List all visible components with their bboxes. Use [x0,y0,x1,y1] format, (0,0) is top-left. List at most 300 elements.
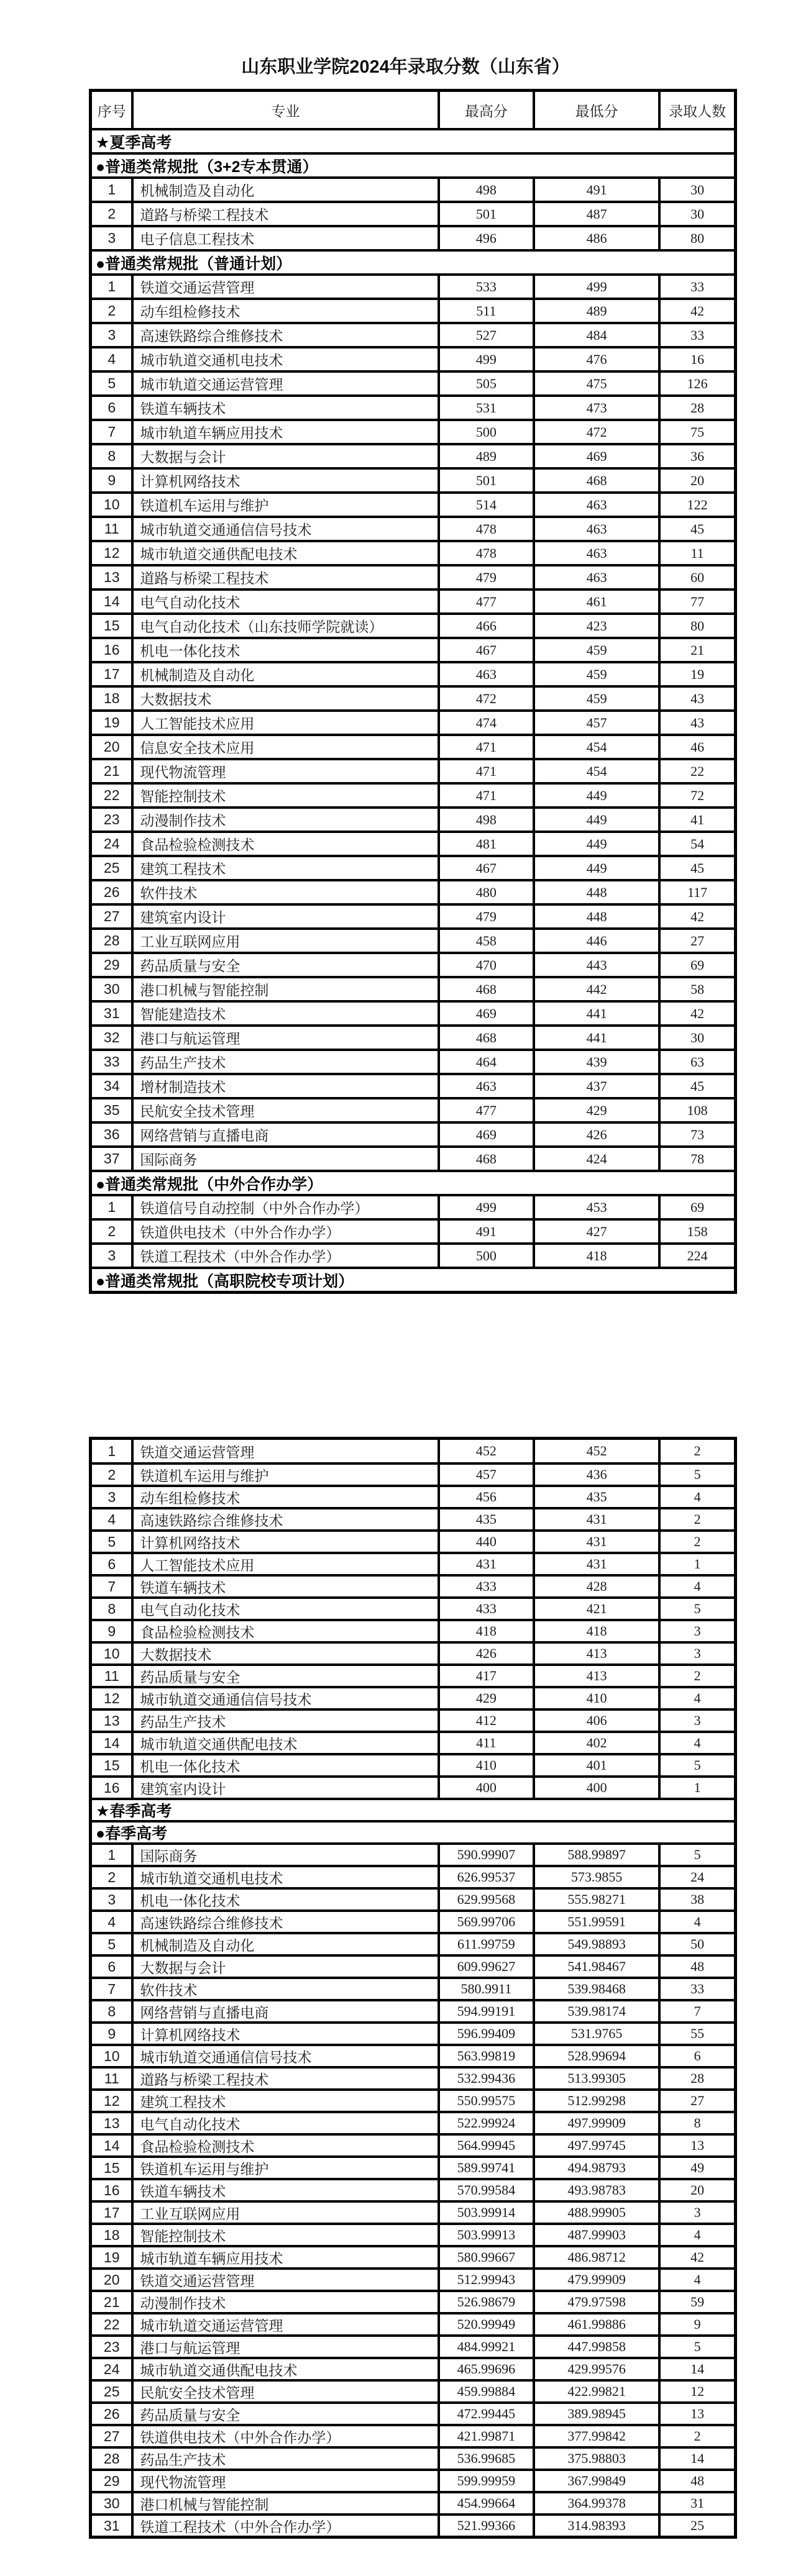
cell-max-score: 466 [438,615,533,637]
cell-major-name: 港口机械与智能控制 [131,978,437,1000]
cell-row-number: 26 [103,2405,120,2422]
table-row [92,1440,734,1462]
cell-admit-count: 5 [658,1599,734,1619]
cell-row-number: 13 [103,2114,120,2131]
cell-row-number: 4 [108,351,116,367]
cell-max-score: 459.99884 [438,2382,533,2401]
table-row [92,2334,734,2357]
cell-min-score: 479.97598 [533,2292,658,2312]
cell-max-score: 440 [438,1532,533,1552]
table-row [92,2066,734,2088]
table-row [92,176,734,201]
section-row [92,1267,734,1291]
cell-admit-count: 73 [658,1124,734,1145]
cell-row-number: 16 [103,1779,120,1796]
cell-min-score: 413 [533,1644,658,1663]
cell-admit-count: 5 [658,1465,734,1485]
cell-row-number: 25 [103,860,120,876]
cell-major-name: 药品生产技术 [131,1711,437,1731]
cell-min-score: 454 [533,736,658,758]
section-label: ●普通类常规批（中外合作办学） [96,1175,323,1193]
cell-max-score: 471 [438,785,533,806]
cell-major-name: 机电一体化技术 [131,1755,437,1775]
cell-max-score: 435 [438,1509,533,1529]
cell-min-score: 410 [533,1688,658,1708]
cell-admit-count: 28 [658,397,734,419]
cell-row-number: 26 [103,884,120,900]
table-row [92,516,734,540]
cell-min-score: 314.98393 [533,2516,658,2536]
cell-row-number: 7 [108,1578,116,1595]
table-row [92,2267,734,2290]
cell-min-score: 406 [533,1711,658,1731]
table-row [92,1024,734,1049]
cell-row-number: 15 [103,1757,120,1773]
cell-row-number: 20 [103,2271,120,2288]
table-row [92,1977,734,1999]
cell-row-number: 6 [108,1555,116,1572]
table-row [92,758,734,782]
cell-row-number: 12 [103,545,120,561]
cell-major-name: 民航安全技术管理 [131,2382,437,2401]
cell-row-number: 3 [108,1488,116,1505]
cell-max-score: 511 [438,300,533,322]
cell-max-score: 532.99436 [438,2069,533,2088]
cell-row-number: 5 [108,1533,116,1550]
table-row [92,540,734,564]
cell-admit-count: 31 [658,2493,734,2513]
table-row [92,1842,734,1865]
cell-max-score: 596.99409 [438,2024,533,2044]
cell-row-number: 1 [108,1199,116,1215]
cell-admit-count: 11 [658,542,734,564]
cell-min-score: 367.99849 [533,2471,658,2491]
cell-min-score: 401 [533,1755,658,1775]
cell-row-number: 7 [108,424,116,440]
table-row [92,419,734,443]
cell-min-score: 475 [533,373,658,394]
cell-major-name: 城市轨道交通通信信号技术 [131,2046,437,2066]
cell-major-name: 机械制造及自动化 [131,179,437,201]
table-row [92,806,734,831]
cell-admit-count: 45 [658,857,734,879]
cell-row-number: 8 [108,1600,116,1617]
cell-max-score: 458 [438,930,533,952]
cell-min-score: 449 [533,785,658,806]
cell-max-score: 590.99907 [438,1845,533,1865]
table-row [92,637,734,661]
cell-max-score: 429 [438,1688,533,1708]
cell-major-name: 城市轨道交通通信信号技术 [131,1688,437,1708]
cell-max-score: 417 [438,1666,533,1686]
table-row [92,2491,734,2513]
cell-max-score: 501 [438,203,533,225]
cell-admit-count: 4 [658,1577,734,1596]
cell-major-name: 建筑室内设计 [131,906,437,927]
cell-max-score: 564.99945 [438,2136,533,2155]
cell-min-score: 463 [533,542,658,564]
cell-row-number: 18 [103,2226,120,2243]
cell-major-name: 大数据技术 [131,688,437,709]
table-row [92,2223,734,2245]
cell-min-score: 452 [533,1440,658,1462]
cell-max-score: 500 [438,421,533,443]
cell-row-number: 1 [108,181,116,198]
table-row [92,2111,734,2133]
cell-major-name: 药品质量与安全 [131,2404,437,2424]
cell-major-name: 城市轨道车辆应用技术 [131,2247,437,2267]
cell-row-number: 31 [103,1005,120,1021]
cell-major-name: 铁道交通运营管理 [131,1440,437,1462]
cell-row-number: 9 [108,472,116,488]
table-row [92,1574,734,1596]
table-row [92,831,734,855]
cell-major-name: 机电一体化技术 [131,1890,437,1909]
cell-row-number: 4 [108,1913,116,1930]
table-row [92,298,734,322]
cell-min-score: 426 [533,1124,658,1145]
cell-major-name: 食品检验检测技术 [131,2136,437,2155]
cell-min-score: 449 [533,833,658,855]
cell-admit-count: 28 [658,2069,734,2088]
cell-min-score: 549.98893 [533,1934,658,1954]
cell-admit-count: 36 [658,445,734,467]
cell-min-score: 486 [533,227,658,249]
cell-admit-count: 2 [658,1509,734,1529]
cell-row-number: 11 [104,1667,119,1684]
cell-row-number: 14 [103,2137,120,2154]
table-row [92,322,734,346]
cell-admit-count: 7 [658,2001,734,2021]
cell-min-score: 437 [533,1075,658,1097]
cell-min-score: 422.99821 [533,2382,658,2401]
table-row [92,2424,734,2446]
cell-row-number: 16 [103,2182,120,2198]
table-row [92,370,734,394]
table-row [92,1529,734,1552]
cell-max-score: 474 [438,712,533,734]
cell-admit-count: 27 [658,930,734,952]
cell-major-name: 机械制造及自动化 [131,663,437,685]
cell-row-number: 1 [108,1846,116,1863]
cell-min-score: 461.99886 [533,2314,658,2334]
cell-admit-count: 75 [658,421,734,443]
cell-admit-count: 2 [658,1440,734,1462]
cell-major-name: 城市轨道交通机电技术 [131,348,437,370]
cell-max-score: 570.99584 [438,2180,533,2200]
cell-min-score: 400 [533,1778,658,1798]
cell-min-score: 429 [533,1099,658,1121]
cell-admit-count: 33 [658,1979,734,1999]
cell-admit-count: 4 [658,2225,734,2245]
cell-row-number: 7 [108,1980,116,1997]
cell-max-score: 480 [438,881,533,903]
cell-admit-count: 20 [658,470,734,491]
cell-row-number: 11 [104,521,119,537]
cell-admit-count: 12 [658,2382,734,2401]
table-row [92,1596,734,1619]
cell-admit-count: 2 [658,2426,734,2446]
cell-max-score: 526.98679 [438,2292,533,2312]
cell-max-score: 527 [438,324,533,346]
cell-major-name: 建筑工程技术 [131,857,437,879]
cell-min-score: 588.99897 [533,1845,658,1865]
cell-row-number: 1 [108,1442,116,1459]
cell-admit-count: 1 [658,1778,734,1798]
cell-admit-count: 72 [658,785,734,806]
table-row [92,661,734,685]
cell-max-score: 433 [438,1599,533,1619]
cell-major-name: 食品检验检测技术 [131,1621,437,1641]
cell-min-score: 453 [533,1196,658,1218]
cell-max-score: 477 [438,1099,533,1121]
cell-min-score: 499 [533,276,658,298]
cell-min-score: 459 [533,688,658,709]
cell-major-name: 软件技术 [131,881,437,903]
section-row [92,249,734,273]
cell-major-name: 铁道车辆技术 [131,2180,437,2200]
cell-admit-count: 50 [658,1934,734,1954]
table-row [92,927,734,952]
cell-major-name: 高速铁路综合维修技术 [131,1912,437,1932]
cell-max-score: 481 [438,833,533,855]
cell-admit-count: 43 [658,688,734,709]
table-row [92,1887,734,1909]
cell-admit-count: 45 [658,518,734,540]
cell-admit-count: 48 [658,2471,734,2491]
cell-major-name: 道路与桥梁工程技术 [131,567,437,588]
cell-row-number: 2 [108,1466,116,1483]
table-row [92,734,734,758]
cell-max-score: 512.99943 [438,2270,533,2290]
table-row [92,1049,734,1073]
cell-max-score: 499 [438,1196,533,1218]
cell-min-score: 418 [533,1621,658,1641]
cell-min-score: 473 [533,397,658,419]
cell-admit-count: 42 [658,906,734,927]
table-row [92,2245,734,2267]
cell-major-name: 铁道供电技术（中外合作办学） [131,1221,437,1242]
section-label: ●普通类常规批（3+2专本贯通） [96,158,318,176]
cell-min-score: 436 [533,1465,658,1485]
cell-min-score: 418 [533,1245,658,1267]
cell-admit-count: 42 [658,2247,734,2267]
cell-max-score: 478 [438,542,533,564]
cell-major-name: 国际商务 [131,1148,437,1170]
cell-min-score: 459 [533,639,658,661]
table-row [92,1097,734,1121]
cell-admit-count: 158 [658,1221,734,1242]
cell-admit-count: 2 [658,1666,734,1686]
table-row [92,2357,734,2379]
cell-admit-count: 38 [658,1890,734,1909]
cell-admit-count: 25 [658,2516,734,2536]
table-row [92,394,734,419]
cell-major-name: 国际商务 [131,1845,437,1865]
cell-row-number: 25 [103,2383,120,2400]
cell-admit-count: 224 [658,1245,734,1267]
cell-max-score: 489 [438,445,533,467]
cell-row-number: 10 [103,2047,120,2064]
cell-admit-count: 5 [658,1755,734,1775]
cell-admit-count: 43 [658,712,734,734]
cell-min-score: 497.99745 [533,2136,658,2155]
cell-max-score: 411 [438,1733,533,1753]
cell-major-name: 铁道机车运用与维护 [131,494,437,516]
table-row [92,1619,734,1641]
cell-max-score: 471 [438,760,533,782]
cell-min-score: 402 [533,1733,658,1753]
cell-max-score: 498 [438,179,533,201]
section-row [92,1798,734,1820]
cell-row-number: 27 [103,2428,120,2444]
cell-max-score: 491 [438,1221,533,1242]
table-row [92,1145,734,1170]
cell-admit-count: 63 [658,1051,734,1073]
section-row [92,1820,734,1842]
cell-max-score: 418 [438,1621,533,1641]
cell-major-name: 铁道供电技术（中外合作办学） [131,2426,437,2446]
cell-max-score: 467 [438,639,533,661]
cell-max-score: 563.99819 [438,2046,533,2066]
cell-row-number: 30 [103,2495,120,2511]
cell-min-score: 512.99298 [533,2091,658,2111]
cell-max-score: 465.99696 [438,2359,533,2379]
table-row [92,467,734,491]
table-row [92,1073,734,1097]
cell-min-score: 442 [533,978,658,1000]
cell-admit-count: 78 [658,1148,734,1170]
cell-admit-count: 126 [658,373,734,394]
table-row [92,1954,734,1977]
cell-major-name: 增材制造技术 [131,1075,437,1097]
cell-admit-count: 48 [658,1957,734,1977]
cell-max-score: 452 [438,1440,533,1462]
table-row [92,2044,734,2066]
cell-major-name: 城市轨道交通运营管理 [131,373,437,394]
cell-admit-count: 22 [658,760,734,782]
cell-min-score: 449 [533,857,658,879]
cell-major-name: 动车组检修技术 [131,1487,437,1507]
cell-row-number: 6 [108,399,116,416]
cell-major-name: 电气自动化技术（山东技师学院就读） [131,615,437,637]
cell-max-score: 514 [438,494,533,516]
cell-max-score: 479 [438,906,533,927]
cell-admit-count: 13 [658,2136,734,2155]
col-header-no: 序号 [97,102,126,119]
cell-min-score: 431 [533,1532,658,1552]
cell-admit-count: 6 [658,2046,734,2066]
cell-max-score: 421.99871 [438,2426,533,2446]
cell-row-number: 14 [103,593,120,609]
col-header-major: 专业 [131,92,437,128]
table-row [92,1775,734,1798]
cell-min-score: 463 [533,518,658,540]
table-row [92,443,734,467]
cell-max-score: 464 [438,1051,533,1073]
cell-max-score: 470 [438,954,533,976]
cell-admit-count: 42 [658,300,734,322]
cell-row-number: 14 [103,1734,120,1751]
cell-row-number: 21 [103,763,120,779]
cell-major-name: 药品质量与安全 [131,1666,437,1686]
table-row [92,903,734,927]
cell-max-score: 498 [438,809,533,831]
cell-major-name: 动车组检修技术 [131,300,437,322]
table-row [92,1194,734,1218]
section-label: ●春季高考 [96,1825,168,1842]
cell-admit-count: 49 [658,2158,734,2178]
cell-row-number: 28 [103,2450,120,2467]
cell-admit-count: 69 [658,1196,734,1218]
cell-min-score: 449 [533,809,658,831]
cell-major-name: 智能控制技术 [131,785,437,806]
cell-major-name: 城市轨道交通运营管理 [131,2314,437,2334]
cell-admit-count: 30 [658,1027,734,1049]
cell-row-number: 4 [108,1511,116,1527]
cell-row-number: 9 [108,2025,116,2042]
cell-admit-count: 54 [658,833,734,855]
cell-major-name: 药品生产技术 [131,1051,437,1073]
cell-min-score: 413 [533,1666,658,1686]
table-row [92,709,734,734]
table-row [92,1932,734,1954]
cell-row-number: 19 [103,714,120,730]
cell-min-score: 431 [533,1554,658,1574]
cell-admit-count: 14 [658,2359,734,2379]
cell-admit-count: 14 [658,2449,734,2469]
cell-min-score: 494.98793 [533,2158,658,2178]
cell-min-score: 448 [533,881,658,903]
table-row [92,1663,734,1686]
cell-admit-count: 55 [658,2024,734,2044]
cell-max-score: 477 [438,591,533,612]
cell-min-score: 461 [533,591,658,612]
cell-min-score: 489 [533,300,658,322]
cell-admit-count: 80 [658,615,734,637]
cell-row-number: 20 [103,739,120,755]
cell-min-score: 427 [533,1221,658,1242]
cell-min-score: 463 [533,567,658,588]
table-row [92,1462,734,1485]
table-row [92,1708,734,1731]
section-label: ★夏季高考 [96,134,172,152]
cell-major-name: 信息安全技术应用 [131,736,437,758]
cell-max-score: 611.99759 [438,1934,533,1954]
cell-min-score: 531.9765 [533,2024,658,2044]
cell-major-name: 道路与桥梁工程技术 [131,2069,437,2088]
table-row [92,273,734,298]
cell-row-number: 16 [103,642,120,658]
cell-min-score: 429.99576 [533,2359,658,2379]
cell-admit-count: 30 [658,179,734,201]
cell-admit-count: 9 [658,2314,734,2334]
table-row [92,879,734,903]
cell-row-number: 17 [103,666,120,682]
table-row [92,491,734,516]
cell-max-score: 521.99366 [438,2516,533,2536]
cell-max-score: 503.99913 [438,2225,533,2245]
cell-major-name: 铁道信号自动控制（中外合作办学） [131,1196,437,1218]
cell-major-name: 现代物流管理 [131,760,437,782]
cell-major-name: 网络营销与直播电商 [131,1124,437,1145]
cell-major-name: 港口机械与智能控制 [131,2493,437,2513]
table-row [92,2200,734,2223]
cell-min-score: 459 [533,663,658,685]
cell-major-name: 城市轨道交通供配电技术 [131,2359,437,2379]
cell-admit-count: 24 [658,1867,734,1887]
table-row [92,201,734,225]
